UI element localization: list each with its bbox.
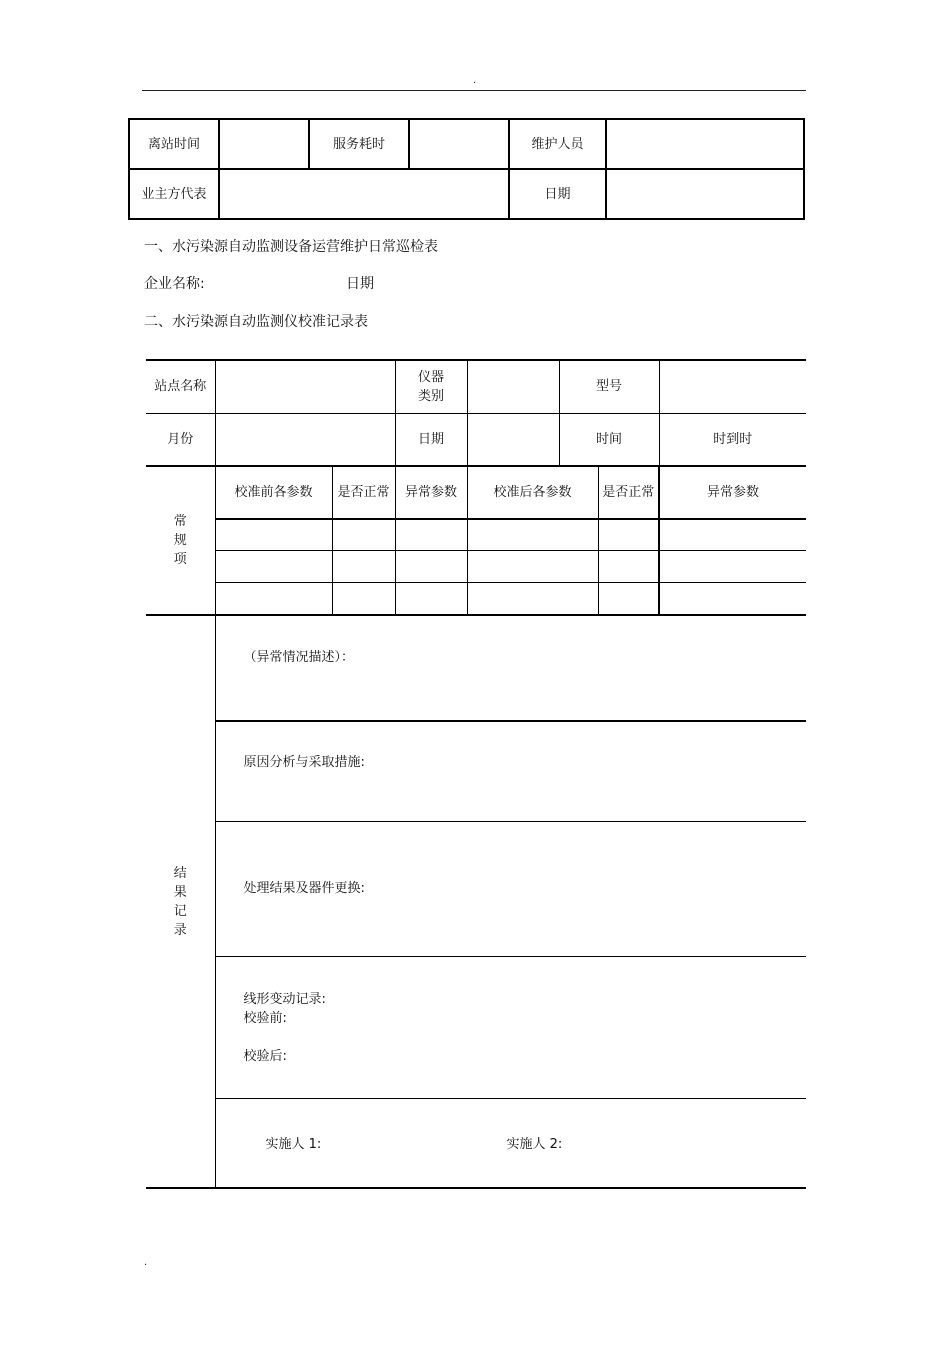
- post-calib-params-header: 校准后各参数: [467, 466, 598, 519]
- model-value[interactable]: [659, 360, 806, 413]
- line-change-label: 线形变动记录:: [243, 991, 326, 1007]
- maintainer-value[interactable]: [606, 119, 804, 169]
- cell[interactable]: [332, 519, 395, 550]
- maintainer-label: 维护人员: [509, 119, 606, 169]
- time-label: 时间: [559, 413, 659, 466]
- cell[interactable]: [332, 582, 395, 615]
- cell[interactable]: [598, 519, 659, 550]
- service-info-table: [128, 118, 805, 220]
- time-range-value: 时到时: [659, 413, 806, 466]
- cell[interactable]: [598, 550, 659, 582]
- cell[interactable]: [395, 519, 467, 550]
- processing-result-label: 处理结果及器件更换:: [243, 880, 365, 896]
- post-abnormal-params-header: 异常参数: [659, 466, 806, 519]
- company-name-label: 企业名称:: [144, 276, 205, 292]
- cell[interactable]: [467, 519, 598, 550]
- line-change-cell[interactable]: [215, 956, 806, 1098]
- cell[interactable]: [659, 519, 806, 550]
- section1-title: 一、水污染源自动监测设备运营维护日常巡检表: [144, 239, 438, 255]
- leave-time-value[interactable]: [219, 119, 309, 169]
- date2-value[interactable]: [467, 413, 559, 466]
- month-label: 月份: [146, 413, 215, 466]
- company-date-label: 日期: [346, 276, 374, 292]
- routine-items-label: 常规项: [146, 466, 215, 615]
- date-value[interactable]: [606, 169, 804, 219]
- date2-label: 日期: [395, 413, 467, 466]
- cell[interactable]: [215, 582, 332, 615]
- instrument-category-value[interactable]: [467, 360, 559, 413]
- result-record-label: 结果记录: [146, 615, 215, 1188]
- header-rule: [142, 90, 806, 91]
- table-row: [146, 519, 806, 550]
- cell[interactable]: [215, 550, 332, 582]
- site-name-value[interactable]: [215, 360, 395, 413]
- instrument-category-label: 仪器 类别: [395, 360, 467, 413]
- table-row: [146, 582, 806, 615]
- pre-is-normal-header: 是否正常: [332, 466, 395, 519]
- cell[interactable]: [467, 550, 598, 582]
- cell[interactable]: [467, 582, 598, 615]
- cause-analysis-label: 原因分析与采取措施:: [243, 755, 365, 770]
- cell[interactable]: [659, 582, 806, 615]
- table-row: [146, 550, 806, 582]
- date-label: 日期: [509, 169, 606, 219]
- owner-rep-value[interactable]: [219, 169, 509, 219]
- calibration-record-table: [146, 359, 806, 1189]
- processing-result-cell[interactable]: [215, 821, 806, 956]
- cell[interactable]: [598, 582, 659, 615]
- header-dot: .: [473, 75, 477, 86]
- cell[interactable]: [659, 550, 806, 582]
- model-label: 型号: [559, 360, 659, 413]
- section2-title: 二、水污染源自动监测仪校准记录表: [144, 314, 368, 330]
- cell[interactable]: [395, 582, 467, 615]
- after-check-label: 校验后:: [243, 1048, 287, 1064]
- owner-rep-label: 业主方代表: [129, 169, 219, 219]
- post-is-normal-header: 是否正常: [598, 466, 659, 519]
- footer-dot: .: [144, 1257, 148, 1268]
- before-check-label: 校验前:: [243, 1010, 287, 1026]
- site-name-label: 站点名称: [146, 360, 215, 413]
- abnormal-description-label: （异常情况描述）：: [243, 650, 355, 665]
- month-value[interactable]: [215, 413, 395, 466]
- leave-time-label: 离站时间: [129, 119, 219, 169]
- service-duration-label: 服务耗时: [309, 119, 409, 169]
- implementers-cell: [215, 1098, 806, 1188]
- service-duration-value[interactable]: [409, 119, 509, 169]
- implementer2-label[interactable]: 实施人 2:: [506, 1136, 563, 1152]
- cell[interactable]: [215, 519, 332, 550]
- pre-calib-params-header: 校准前各参数: [215, 466, 332, 519]
- cause-analysis-cell[interactable]: [215, 721, 806, 821]
- abnormal-description-cell[interactable]: [215, 615, 806, 721]
- implementer1-label[interactable]: 实施人 1:: [265, 1136, 322, 1152]
- cell[interactable]: [395, 550, 467, 582]
- pre-abnormal-params-header: 异常参数: [395, 466, 467, 519]
- cell[interactable]: [332, 550, 395, 582]
